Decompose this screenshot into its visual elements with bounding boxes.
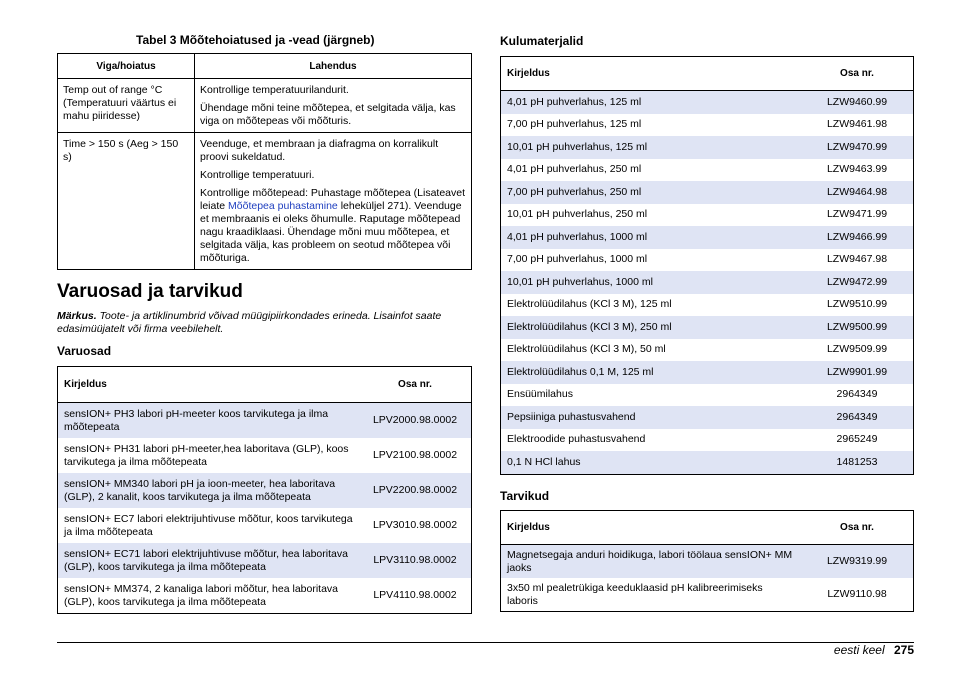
description-cell: Pepsiiniga puhastusvahend (501, 406, 802, 429)
table-row (501, 271, 914, 294)
description-cell: sensION+ PH31 labori pH-meeter,hea laboritava (GLP), koos tarvikutega ja ilma mõõtepeata (64, 442, 349, 468)
part-number-cell: 1481253 (801, 451, 914, 474)
description-header: Kirjeldus (501, 57, 802, 91)
description-cell: 10,01 pH puhverlahus, 1000 ml (501, 271, 802, 294)
solution-text: Kontrollige temperatuuri. (200, 169, 315, 181)
solution-text (200, 187, 466, 265)
table-row (501, 406, 914, 429)
part-number-cell: LZW9510.99 (826, 298, 888, 311)
footer (834, 643, 914, 657)
part-number-cell: LZW9472.99 (801, 271, 914, 294)
table-row (501, 159, 914, 182)
page-number: 275 (893, 643, 914, 657)
consumables-table (500, 56, 914, 475)
table3-caption: Tabel 3 Mõõtehoiatused ja -vead (järgneb) (136, 33, 375, 47)
part-number-cell: LPV2100.98.0002 (372, 449, 458, 461)
table-row (501, 226, 914, 249)
table-row (501, 136, 914, 159)
description-header: Kirjeldus (58, 367, 360, 403)
part-number-cell: LPV3010.98.0002 (372, 519, 458, 531)
table-row (58, 543, 472, 578)
table-row (501, 429, 914, 452)
solution-text: Kontrollige temperatuurilandurit. (200, 84, 349, 96)
description-cell: sensION+ PH3 labori pH-meeter koos tarvikutega ja ilma mõõtepeata (58, 403, 360, 439)
description-cell: 4,01 pH puhverlahus, 250 ml (507, 163, 642, 176)
description-cell: Elektrolüüdilahus (KCl 3 M), 50 ml (507, 343, 666, 356)
part-number-cell: 2965249 (836, 433, 878, 446)
error-cell: Time > 150 s (Aeg > 150 s) (58, 133, 195, 270)
part-number-cell: LPV2000.98.0002 (359, 403, 472, 439)
note-text: Toote- ja artiklinumbrid võivad müügipiirkondades erineda. Lisainfot saate edasimüüjatelt või firma veebilehelt. (57, 310, 442, 335)
description-cell: 10,01 pH puhverlahus, 250 ml (507, 208, 648, 221)
table-row (501, 339, 914, 362)
part-number-cell: LZW9461.98 (826, 118, 888, 131)
description-cell: sensION+ MM340 labori pH ja ioon-meeter, hea laboritava (GLP), 2 kanalit, koos tarvikutega ja ilma mõõtepeata (58, 473, 360, 508)
part-number-cell: LZW9110.98 (827, 588, 887, 600)
part-number-cell: LZW9467.98 (826, 253, 888, 266)
consumables-heading: Kulumaterjalid (500, 34, 584, 48)
table-row (501, 204, 914, 227)
description-cell: 10,01 pH puhverlahus, 125 ml (501, 136, 802, 159)
part-number-header: Osa nr. (359, 367, 472, 403)
description-cell: 7,00 pH puhverlahus, 250 ml (501, 181, 802, 204)
spare-parts-table (57, 366, 472, 614)
table-row (501, 451, 914, 474)
table-row (501, 181, 914, 204)
description-cell: Elektroodide puhastusvahend (507, 433, 646, 446)
table-row (501, 545, 914, 579)
description-cell: Elektrolüüdilahus (KCl 3 M), 250 ml (501, 316, 802, 339)
solution-cell (195, 79, 472, 133)
part-number-cell: LZW9466.99 (801, 226, 914, 249)
part-number-cell: LPV2200.98.0002 (359, 473, 472, 508)
part-number-cell: LZW9319.99 (801, 545, 914, 579)
accessories-table (500, 510, 914, 612)
error-row (58, 79, 472, 133)
varuosad-heading: Varuosad (57, 344, 112, 358)
part-number-header: Osa nr. (801, 57, 914, 91)
part-number-cell: LZW9463.99 (826, 163, 888, 176)
description-cell: Elektrolüüdilahus (KCl 3 M), 125 ml (507, 298, 672, 311)
table-row (501, 91, 914, 114)
part-number-cell: LZW9509.99 (826, 343, 888, 356)
note-label: Märkus. (57, 310, 97, 322)
solution-text: Veenduge, et membraan ja diafragma on korralikult proovi sukeldatud. (200, 138, 439, 163)
description-cell: Elektrolüüdilahus 0,1 M, 125 ml (501, 361, 802, 384)
part-number-cell: LZW9471.99 (826, 208, 888, 221)
footer-language: eesti keel (833, 643, 885, 657)
solution-column-header: Lahendus (195, 54, 472, 79)
part-number-cell: LPV3110.98.0002 (359, 543, 472, 578)
note (57, 310, 477, 336)
table-row (501, 361, 914, 384)
table-row (58, 578, 472, 614)
solution-cell (195, 133, 472, 270)
error-column-header: Viga/hoiatus (58, 54, 195, 79)
table-row (58, 508, 472, 543)
description-cell: 0,1 N HCl lahus (501, 451, 802, 474)
accessories-heading: Tarvikud (500, 489, 550, 503)
table-row (501, 294, 914, 317)
table-row (501, 384, 914, 407)
footer-rule (57, 642, 914, 643)
table-row (501, 578, 914, 612)
part-number-cell: 2964349 (836, 388, 878, 401)
part-number-cell: LZW9460.99 (801, 91, 914, 114)
error-cell: Temp out of range °C (Temperatuuri väärtus ei mahu piiridesse) (58, 79, 195, 133)
solution-text-part: Kontrollige mõõtepead: Puhastage mõõtepea (Lisateavet leiate (200, 187, 466, 212)
section-title: Varuosad ja tarvikud (57, 281, 243, 302)
description-cell: 4,01 pH puhverlahus, 1000 ml (501, 226, 802, 249)
table-row (58, 438, 472, 473)
description-cell: sensION+ MM374, 2 kanaliga labori mõõtur, hea laboritava (GLP), koos tarvikutega ja ilma mõõtepeata (64, 582, 339, 608)
part-number-cell: LZW9464.98 (801, 181, 914, 204)
part-number-cell: LZW9500.99 (801, 316, 914, 339)
error-table (57, 53, 472, 270)
part-number-cell: LZW9901.99 (801, 361, 914, 384)
description-cell: 7,00 pH puhverlahus, 1000 ml (507, 253, 648, 266)
description-cell: Magnetsegaja anduri hoidikuga, labori töölaua sensION+ MM jaoks (501, 545, 802, 579)
solution-text: Ühendage mõni teine mõõtepea, et selgitada välja, kas viga on mõõtepeas või mõõturis. (200, 102, 456, 127)
table-row (501, 316, 914, 339)
description-cell: sensION+ EC71 labori elektrijuhtivuse mõõtur, hea laboritava (GLP), koos tarvikutega ja ilma mõõtepeata (58, 543, 360, 578)
description-cell: Ensüümilahus (507, 388, 573, 401)
cleaning-link[interactable]: Mõõtepea puhastamine (228, 200, 338, 212)
description-cell: 3x50 ml pealetrükiga keeduklaasid pH kalibreerimiseks laboris (507, 581, 763, 607)
description-cell: 7,00 pH puhverlahus, 125 ml (507, 118, 642, 131)
description-header: Kirjeldus (501, 511, 802, 545)
part-number-header: Osa nr. (801, 511, 914, 545)
error-row (58, 133, 472, 270)
table-row (501, 114, 914, 137)
solution-text-part: leheküljel 271). Veenduge et membraanis ei oleks õhumulle. Raputage mõõtepead nagu kraadiklaasi. Ühendage mõni muu mõõtepea, et selgitada välja, kas probleem on seotud mõõtepea või mõõturiga. (200, 200, 462, 264)
table-row (501, 249, 914, 272)
description-cell: 4,01 pH puhverlahus, 125 ml (501, 91, 802, 114)
part-number-cell: LPV4110.98.0002 (373, 589, 457, 601)
table-row (58, 403, 472, 439)
description-cell: sensION+ EC7 labori elektrijuhtivuse mõõtur, koos tarvikutega ja ilma mõõtepeata (64, 512, 353, 538)
part-number-cell: 2964349 (801, 406, 914, 429)
table-row (58, 473, 472, 508)
part-number-cell: LZW9470.99 (801, 136, 914, 159)
